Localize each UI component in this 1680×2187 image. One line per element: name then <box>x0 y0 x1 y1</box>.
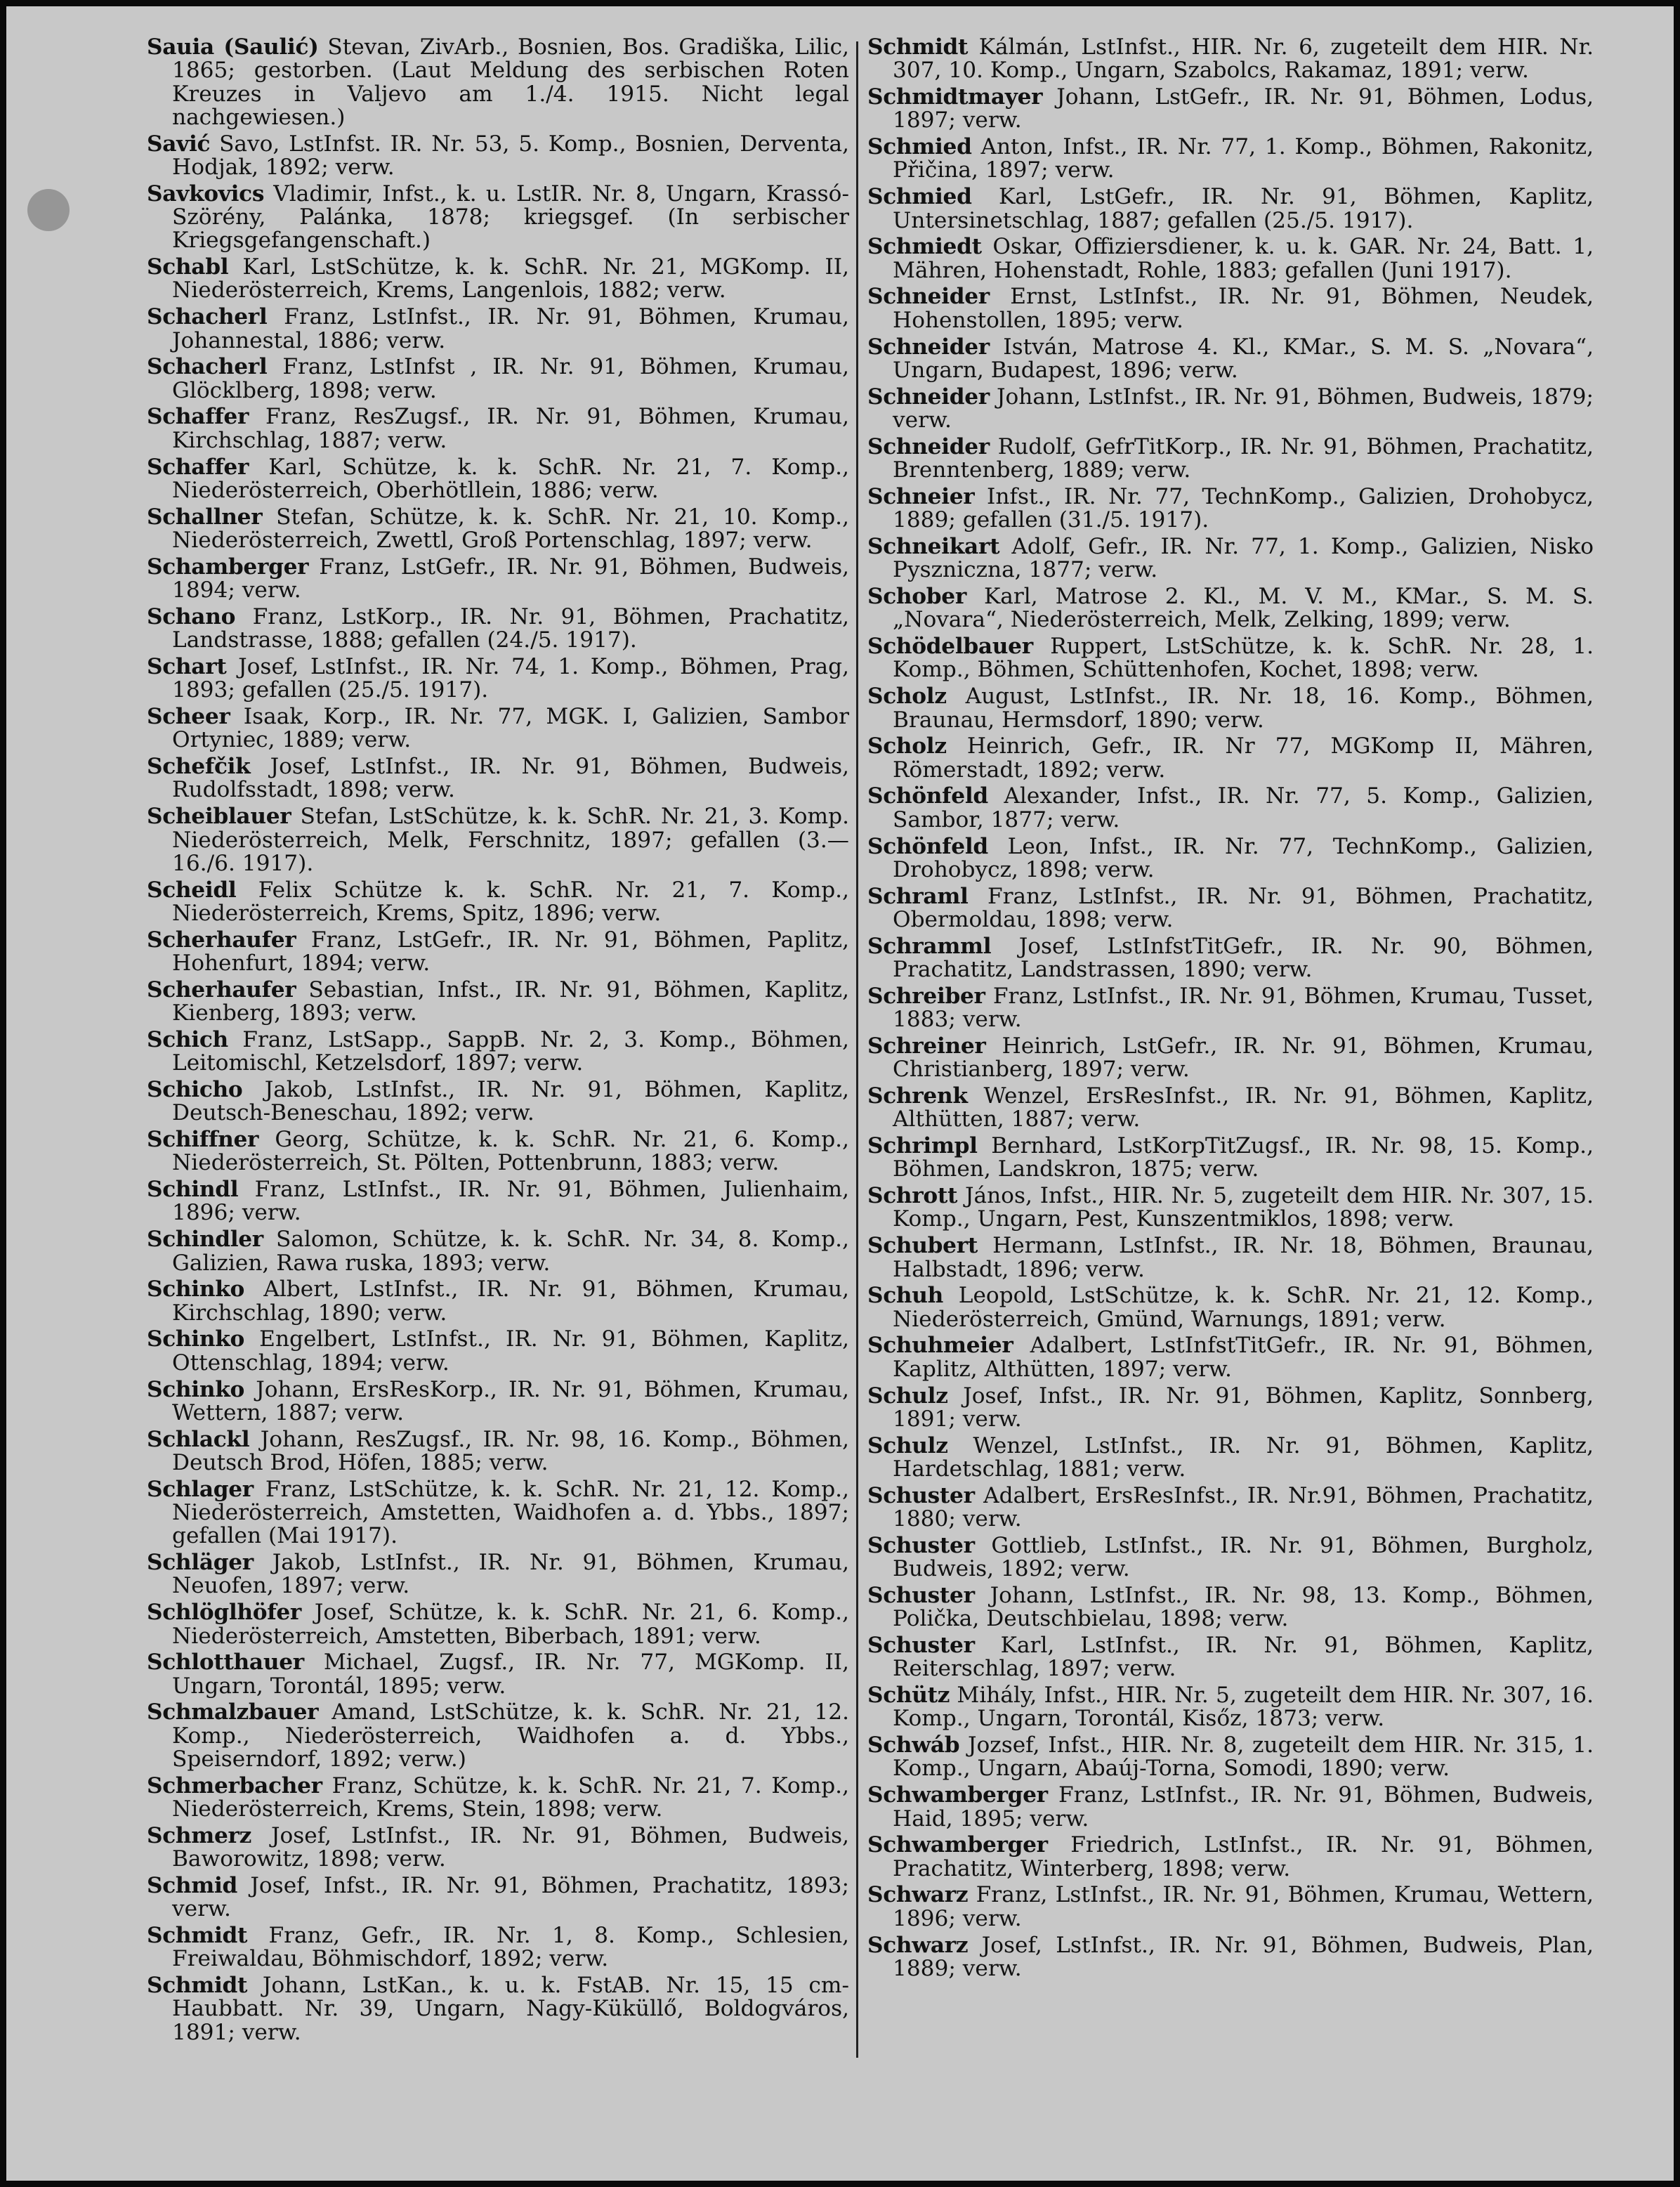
entry-details: Wenzel, ErsResInfst., IR. Nr. 91, Böhmen, Kaplitz, Althütten, 1887; verw. <box>893 1083 1594 1132</box>
entry-surname: Schlackl <box>147 1426 250 1452</box>
casualty-entry <box>147 1278 849 1325</box>
entry-surname: Schefčik <box>147 754 251 780</box>
entry-details: Franz, LstInfst., IR. Nr. 91, Böhmen, Krumau, Tusset, 1883; verw. <box>893 983 1594 1033</box>
casualty-entry <box>867 1085 1594 1132</box>
entry-details: Franz, LstGefr., IR. Nr. 91, Böhmen, Paplitz, Hohenfurt, 1894; verw. <box>172 927 849 976</box>
entry-surname: Schober <box>867 584 966 610</box>
entry-details: Franz, LstInfst., IR. Nr. 91, Böhmen, Budweis, Haid, 1895; verw. <box>893 1782 1594 1832</box>
casualty-entry <box>867 585 1594 632</box>
entry-surname: Schmerz <box>147 1822 252 1848</box>
entry-surname: Scherhaufer <box>147 977 296 1003</box>
entry-details: Sebastian, Infst., IR. Nr. 91, Böhmen, Kaplitz, Kienberg, 1893; verw. <box>172 977 849 1026</box>
entry-details: Amand, LstSchütze, k. k. SchR. Nr. 21, 12. Komp., Niederösterreich, Waidhofen a. d. Ybbs., Speiserndorf, 1892; verw.) <box>172 1699 849 1772</box>
casualty-entry <box>867 1634 1594 1681</box>
entry-details: Leon, Infst., IR. Nr. 77, TechnKomp., Galizien, Drohobycz, 1898; verw. <box>893 833 1594 882</box>
casualty-entry <box>147 705 849 752</box>
casualty-entry <box>147 1775 849 1822</box>
entry-surname: Schwamberger <box>867 1832 1048 1858</box>
casualty-entry <box>147 355 849 403</box>
entry-surname: Schuh <box>867 1283 944 1309</box>
casualty-entry <box>867 985 1594 1032</box>
entry-surname: Schabl <box>147 254 229 280</box>
entry-details: Franz, LstInfst., IR. Nr. 91, Böhmen, Prachatitz, Obermoldau, 1898; verw. <box>893 883 1594 932</box>
entry-surname: Schmidtmayer <box>867 84 1043 110</box>
entry-surname: Schwáb <box>867 1732 960 1758</box>
entry-details: Franz, LstGefr., IR. Nr. 91, Böhmen, Budweis, 1894; verw. <box>172 554 849 603</box>
entry-details: Johann, LstKan., k. u. k. FstAB. Nr. 15, 15 cm-Haubbatt. Nr. 39, Ungarn, Nagy-Küküllő, Boldogváros, 1891; verw. <box>172 1973 849 2045</box>
entry-details: August, LstInfst., IR. Nr. 18, 16. Komp., Böhmen, Braunau, Hermsdorf, 1890; verw. <box>893 684 1594 733</box>
entry-details: Georg, Schütze, k. k. SchR. Nr. 21, 6. Komp., Niederösterreich, St. Pölten, Pottenbrunn, 1883; verw. <box>172 1127 849 1176</box>
entry-surname: Schneider <box>867 384 990 410</box>
casualty-entry <box>147 1228 849 1275</box>
casualty-entry <box>147 256 849 303</box>
casualty-entry <box>867 1334 1594 1381</box>
casualty-entry <box>147 1601 849 1648</box>
entry-details: Ernst, LstInfst., IR. Nr. 91, Böhmen, Neudek, Hohenstollen, 1895; verw. <box>893 284 1594 333</box>
entry-surname: Sauia (Saulić) <box>147 34 319 60</box>
entry-details: Vladimir, Infst., k. u. LstIR. Nr. 8, Ungarn, Krassó-Szörény, Palánka, 1878; kriegsgef. (In serbischer Kriegsgefangenschaft.) <box>172 181 849 254</box>
right-column <box>867 36 1594 1984</box>
entry-surname: Schmied <box>867 134 972 160</box>
entry-surname: Schallner <box>147 504 263 530</box>
entry-details: Adolf, Gefr., IR. Nr. 77, 1. Komp., Galizien, Nisko Pyszniczna, 1877; verw. <box>893 533 1594 583</box>
casualty-entry <box>867 1184 1594 1232</box>
entry-details: Heinrich, LstGefr., IR. Nr. 91, Böhmen, Krumau, Christianberg, 1897; verw. <box>893 1033 1594 1083</box>
casualty-entry <box>147 1701 849 1771</box>
entry-details: Josef, Infst., IR. Nr. 91, Böhmen, Prachatitz, 1893; verw. <box>172 1872 849 1922</box>
casualty-entry <box>147 1078 849 1125</box>
entry-details: Wenzel, LstInfst., IR. Nr. 91, Böhmen, Kaplitz, Hardetschlag, 1881; verw. <box>893 1432 1594 1482</box>
entry-details: Michael, Zugsf., IR. Nr. 77, MGKomp. II, Ungarn, Torontál, 1895; verw. <box>172 1650 849 1699</box>
casualty-entry <box>867 535 1594 582</box>
entry-surname: Schönfeld <box>867 783 988 809</box>
entry-surname: Schneider <box>867 334 990 360</box>
entry-details: Albert, LstInfst., IR. Nr. 91, Böhmen, Krumau, Kirchschlag, 1890; verw. <box>172 1277 849 1326</box>
entry-surname: Schneider <box>867 284 990 310</box>
entry-surname: Schläger <box>147 1550 254 1576</box>
entry-details: Kálmán, LstInfst., HIR. Nr. 6, zugeteilt dem HIR. Nr. 307, 10. Komp., Ungarn, Szabolcs, Rakamaz, 1891; verw. <box>893 34 1594 84</box>
entry-details: Franz, LstKorp., IR. Nr. 91, Böhmen, Prachatitz, Landstrasse, 1888; gefallen (24./5. 1917). <box>172 603 849 653</box>
entry-details: Franz, LstInfst , IR. Nr. 91, Böhmen, Krumau, Glöcklberg, 1898; verw. <box>172 354 849 403</box>
entry-details: Josef, LstInfst., IR. Nr. 91, Böhmen, Budweis, Plan, 1889; verw. <box>893 1932 1594 1981</box>
casualty-entry <box>147 506 849 553</box>
casualty-entry <box>867 1584 1594 1631</box>
entry-details: Franz, Gefr., IR. Nr. 1, 8. Komp., Schlesien, Freiwaldau, Böhmischdorf, 1892; verw. <box>172 1923 849 1972</box>
casualty-entry <box>867 1784 1594 1831</box>
entry-surname: Scholz <box>867 684 947 710</box>
entry-surname: Schuster <box>867 1482 975 1508</box>
entry-details: Johann, ResZugsf., IR. Nr. 98, 16. Komp., Böhmen, Deutsch Brod, Höfen, 1885; verw. <box>172 1426 849 1475</box>
casualty-entry <box>147 1026 849 1076</box>
entry-surname: Schneider <box>867 433 990 459</box>
entry-surname: Schindler <box>147 1227 263 1253</box>
casualty-entry <box>147 183 849 253</box>
entry-surname: Schmidt <box>147 1923 248 1949</box>
casualty-entry <box>147 133 849 180</box>
entry-surname: Schreiber <box>867 983 985 1009</box>
casualty-entry <box>867 685 1594 732</box>
entry-details: Franz, LstInfst., IR. Nr. 91, Böhmen, Julienhaim, 1896; verw. <box>172 1177 849 1226</box>
entry-surname: Schulz <box>867 1432 948 1458</box>
casualty-entry <box>147 1178 849 1225</box>
casualty-entry <box>867 1234 1594 1281</box>
entry-details: Franz, ResZugsf., IR. Nr. 91, Böhmen, Krumau, Kirchschlag, 1887; verw. <box>172 404 849 453</box>
entry-details: Leopold, LstSchütze, k. k. SchR. Nr. 21, 12. Komp., Niederösterreich, Gmünd, Warnungs, 1891; verw. <box>893 1283 1594 1332</box>
entry-details: Franz, LstSchütze, k. k. SchR. Nr. 21, 12. Komp., Niederösterreich, Amstetten, Waidhofen a. d. Ybbs., 1897; gefallen (Mai 1917). <box>172 1476 850 1549</box>
entry-surname: Schödelbauer <box>867 634 1033 660</box>
entry-surname: Savkovics <box>147 181 265 207</box>
casualty-entry <box>147 1328 849 1375</box>
entry-surname: Schmerbacher <box>147 1773 322 1798</box>
casualty-entry <box>147 1428 849 1475</box>
entry-surname: Schwarz <box>867 1932 969 1958</box>
casualty-entry <box>867 1884 1594 1931</box>
entry-details: Johann, LstInfst., IR. Nr. 91, Böhmen, Budweis, 1879; verw. <box>893 384 1594 433</box>
entry-details: Karl, LstGefr., IR. Nr. 91, Böhmen, Kaplitz, Untersinetschlag, 1887; gefallen (25./5. 1917). <box>893 184 1594 233</box>
entry-surname: Schart <box>147 653 227 679</box>
casualty-entry <box>867 1934 1594 1981</box>
casualty-entry <box>867 86 1594 133</box>
casualty-entry <box>867 185 1594 233</box>
casualty-entry <box>867 285 1594 332</box>
entry-details: Franz, Schütze, k. k. SchR. Nr. 21, 7. Komp., Niederösterreich, Krems, Stein, 1898; verw. <box>172 1773 849 1822</box>
entry-surname: Schindl <box>147 1177 239 1203</box>
casualty-entry <box>147 755 849 802</box>
entry-details: Josef, LstInfst., IR. Nr. 91, Böhmen, Budweis, Baworowitz, 1898; verw. <box>172 1822 849 1872</box>
casualty-entry <box>867 1035 1594 1082</box>
casualty-entry <box>867 1135 1594 1182</box>
casualty-entry <box>867 235 1594 282</box>
entry-details: Franz, LstInfst., IR. Nr. 91, Böhmen, Krumau, Wettern, 1896; verw. <box>893 1882 1594 1931</box>
entry-details: Rudolf, GefrTitKorp., IR. Nr. 91, Böhmen, Prachatitz, Brenntenberg, 1889; verw. <box>893 433 1594 483</box>
entry-surname: Schlager <box>147 1476 254 1502</box>
entry-details: Adalbert, ErsResInfst., IR. Nr.91, Böhmen, Prachatitz, 1880; verw. <box>893 1482 1594 1532</box>
left-column <box>147 36 849 2048</box>
entry-details: Karl, Schütze, k. k. SchR. Nr. 21, 7. Komp., Niederösterreich, Oberhötllein, 1886; verw. <box>172 454 850 503</box>
entry-surname: Schreiner <box>867 1033 986 1059</box>
entry-surname: Schrenk <box>867 1083 968 1109</box>
casualty-entry <box>867 735 1594 782</box>
casualty-entry <box>147 929 849 976</box>
entry-surname: Schmalzbauer <box>147 1699 319 1725</box>
casualty-entry <box>867 1385 1594 1432</box>
casualty-entry <box>147 879 849 926</box>
entry-details: Bernhard, LstKorpTitZugsf., IR. Nr. 98, 15. Komp., Böhmen, Landskron, 1875; verw. <box>893 1133 1594 1182</box>
entry-surname: Schrimpl <box>867 1133 978 1159</box>
casualty-entry <box>147 1478 849 1548</box>
casualty-entry <box>867 1734 1594 1781</box>
casualty-entry <box>867 485 1594 533</box>
casualty-entry <box>147 1128 849 1175</box>
entry-surname: Schramml <box>867 933 992 959</box>
entry-surname: Schneikart <box>867 533 1000 559</box>
entry-details: Josef, Schütze, k. k. SchR. Nr. 21, 6. Komp., Niederösterreich, Amstetten, Biberbach, 1891; verw. <box>172 1600 850 1649</box>
casualty-entry <box>147 805 849 875</box>
entry-details: János, Infst., HIR. Nr. 5, zugeteilt dem HIR. Nr. 307, 15. Komp., Ungarn, Pest, Kunszentmiklos, 1898; verw. <box>893 1183 1594 1232</box>
entry-details: Stefan, Schütze, k. k. SchR. Nr. 21, 10. Komp., Niederösterreich, Zwettl, Groß Portenschlag, 1897; verw. <box>172 504 849 553</box>
casualty-entry <box>867 885 1594 932</box>
entry-surname: Schinko <box>147 1376 245 1402</box>
entry-details: Stefan, LstSchütze, k. k. SchR. Nr. 21, 3. Komp. Niederösterreich, Melk, Ferschnitz, 1897; gefallen (3.—16./6. 1917). <box>172 804 849 876</box>
entry-details: Karl, LstSchütze, k. k. SchR. Nr. 21, MGKomp. II, Niederösterreich, Krems, Langenlois, 1882; verw. <box>172 254 849 303</box>
casualty-entry <box>867 433 1594 483</box>
casualty-entry <box>867 785 1594 832</box>
entry-surname: Scholz <box>867 733 947 759</box>
entry-surname: Schönfeld <box>867 833 988 859</box>
entry-details: Josef, LstInfstTitGefr., IR. Nr. 90, Böhmen, Prachatitz, Landstrassen, 1890; verw. <box>893 933 1594 982</box>
entry-details: Oskar, Offiziersdiener, k. u. k. GAR. Nr. 24, Batt. 1, Mähren, Hohenstadt, Rohle, 1883; gefallen (Juni 1917). <box>893 234 1594 283</box>
entry-surname: Schmidt <box>147 1973 248 1999</box>
entry-surname: Schinko <box>147 1277 245 1303</box>
casualty-entry <box>147 655 849 703</box>
entry-surname: Schamberger <box>147 554 309 580</box>
entry-details: Alexander, Infst., IR. Nr. 77, 5. Komp., Galizien, Sambor, 1877; verw. <box>893 783 1594 833</box>
entry-details: Jozsef, Infst., HIR. Nr. 8, zugeteilt dem HIR. Nr. 315, 1. Komp., Ungarn, Abaúj-Torna, Somodi, 1890; verw. <box>893 1732 1594 1782</box>
entry-surname: Schlotthauer <box>147 1650 304 1676</box>
entry-surname: Schütz <box>867 1683 950 1709</box>
entry-surname: Scheidl <box>147 877 237 903</box>
entry-details: Jakob, LstInfst., IR. Nr. 91, Böhmen, Kaplitz, Deutsch-Beneschau, 1892; verw. <box>172 1076 850 1126</box>
entry-surname: Schiffner <box>147 1127 259 1153</box>
entry-details: Anton, Infst., IR. Nr. 77, 1. Komp., Böhmen, Rakonitz, Přičina, 1897; verw. <box>893 134 1594 183</box>
entry-surname: Scheiblauer <box>147 804 291 830</box>
entry-details: Mihály, Infst., HIR. Nr. 5, zugeteilt dem HIR. Nr. 307, 16. Komp., Ungarn, Torontál, Kisőz, 1873; verw. <box>893 1683 1594 1732</box>
page-smudge <box>27 189 70 231</box>
entry-details: Engelbert, LstInfst., IR. Nr. 91, Böhmen, Kaplitz, Ottenschlag, 1894; verw. <box>172 1326 850 1376</box>
casualty-entry <box>867 1534 1594 1581</box>
entry-surname: Schuster <box>867 1582 975 1608</box>
casualty-entry <box>867 386 1594 433</box>
entry-surname: Schmiedt <box>867 234 982 260</box>
entry-details: István, Matrose 4. Kl., KMar., S. M. S. „Novara“, Ungarn, Budapest, 1896; verw. <box>893 334 1594 383</box>
entry-details: Johann, LstGefr., IR. Nr. 91, Böhmen, Lodus, 1897; verw. <box>893 84 1594 133</box>
entry-surname: Scherhaufer <box>147 927 296 953</box>
entry-details: Franz, LstInfst., IR. Nr. 91, Böhmen, Krumau, Johannestal, 1886; verw. <box>172 304 849 353</box>
entry-surname: Schrott <box>867 1183 958 1209</box>
casualty-entry <box>867 1432 1594 1482</box>
entry-details: Johann, ErsResKorp., IR. Nr. 91, Böhmen, Krumau, Wettern, 1887; verw. <box>172 1376 849 1425</box>
entry-surname: Schuster <box>867 1633 975 1658</box>
casualty-entry <box>147 1378 849 1425</box>
entry-details: Stevan, ZivArb., Bosnien, Bos. Gradiška, Lilic, 1865; gestorben. (Laut Meldung des serbischen Roten Kreuzes in Valjevo am 1./4. 1915. Nicht legal nachgewiesen.) <box>172 34 850 130</box>
entry-details: Johann, LstInfst., IR. Nr. 98, 13. Komp., Böhmen, Polička, Deutschbielau, 1898; verw. <box>893 1582 1594 1632</box>
entry-details: Ruppert, LstSchütze, k. k. SchR. Nr. 28, 1. Komp., Böhmen, Schüttenhofen, Kochet, 1898; verw. <box>893 634 1594 683</box>
casualty-entry <box>147 603 849 653</box>
entry-details: Karl, LstInfst., IR. Nr. 91, Böhmen, Kaplitz, Reiterschlag, 1897; verw. <box>893 1633 1594 1682</box>
entry-surname: Schicho <box>147 1076 243 1102</box>
casualty-entry <box>147 1651 849 1698</box>
entry-details: Isaak, Korp., IR. Nr. 77, MGK. I, Galizien, Sambor Ortyniec, 1889; verw. <box>172 704 849 753</box>
casualty-entry <box>147 456 849 503</box>
casualty-entry <box>867 1284 1594 1331</box>
entry-details: Franz, LstSapp., SappB. Nr. 2, 3. Komp., Böhmen, Leitomischl, Ketzelsdorf, 1897; verw. <box>172 1026 849 1076</box>
entry-surname: Schaffer <box>147 404 249 430</box>
entry-details: Friedrich, LstInfst., IR. Nr. 91, Böhmen, Prachatitz, Winterberg, 1898; verw. <box>893 1832 1594 1881</box>
entry-surname: Schulz <box>867 1383 948 1409</box>
entry-surname: Schraml <box>867 883 969 909</box>
entry-surname: Schubert <box>867 1233 978 1259</box>
entry-details: Felix Schütze k. k. SchR. Nr. 21, 7. Komp., Niederösterreich, Krems, Spitz, 1896; verw. <box>172 877 849 926</box>
entry-details: Adalbert, LstInfstTitGefr., IR. Nr. 91, Böhmen, Kaplitz, Althütten, 1897; verw. <box>893 1333 1594 1382</box>
entry-surname: Schano <box>147 603 236 629</box>
casualty-entry <box>147 405 849 452</box>
casualty-entry <box>867 36 1594 83</box>
entry-surname: Scheer <box>147 704 230 730</box>
entry-details: Gottlieb, LstInfst., IR. Nr. 91, Böhmen, Burgholz, Budweis, 1892; verw. <box>893 1532 1594 1582</box>
entry-details: Josef, LstInfst., IR. Nr. 91, Böhmen, Budweis, Rudolfsstadt, 1898; verw. <box>172 754 849 803</box>
casualty-entry <box>147 1874 849 1921</box>
entry-surname: Schuhmeier <box>867 1333 1013 1359</box>
casualty-entry <box>147 306 849 353</box>
column-divider <box>856 41 858 2058</box>
entry-details: Karl, Matrose 2. Kl., M. V. M., KMar., S. M. S. „Novara“, Niederösterreich, Melk, Zelking, 1899; verw. <box>893 584 1594 633</box>
casualty-entry <box>147 1824 849 1872</box>
entry-surname: Savić <box>147 131 211 157</box>
casualty-entry <box>147 1924 849 1971</box>
casualty-entry <box>867 835 1594 882</box>
casualty-entry <box>867 1834 1594 1881</box>
casualty-entry <box>147 979 849 1026</box>
entry-surname: Schacherl <box>147 354 268 380</box>
entry-surname: Schwamberger <box>867 1782 1048 1808</box>
entry-details: Hermann, LstInfst., IR. Nr. 18, Böhmen, Braunau, Halbstadt, 1896; verw. <box>893 1233 1594 1282</box>
entry-surname: Schacherl <box>147 304 268 330</box>
casualty-entry <box>147 1551 849 1598</box>
entry-surname: Schaffer <box>147 454 249 480</box>
casualty-entry <box>147 1974 849 2044</box>
casualty-entry <box>147 556 849 603</box>
entry-details: Josef, LstInfst., IR. Nr. 74, 1. Komp., Böhmen, Prag, 1893; gefallen (25./5. 1917). <box>172 653 849 703</box>
entry-surname: Schuster <box>867 1532 975 1558</box>
entry-details: Savo, LstInfst. IR. Nr. 53, 5. Komp., Bosnien, Derventa, Hodjak, 1892; verw. <box>172 131 849 180</box>
entry-surname: Schich <box>147 1026 228 1052</box>
entry-surname: Schmied <box>867 184 972 210</box>
entry-surname: Schinko <box>147 1326 245 1352</box>
casualty-entry <box>867 1484 1594 1532</box>
casualty-entry <box>867 935 1594 982</box>
entry-details: Infst., IR. Nr. 77, TechnKomp., Galizien, Drohobycz, 1889; gefallen (31./5. 1917). <box>893 483 1594 533</box>
entry-surname: Schmid <box>147 1872 238 1898</box>
entry-surname: Schmidt <box>867 34 969 60</box>
entry-details: Jakob, LstInfst., IR. Nr. 91, Böhmen, Krumau, Neuofen, 1897; verw. <box>172 1550 849 1599</box>
casualty-entry <box>867 136 1594 183</box>
casualty-entry <box>867 635 1594 682</box>
entry-details: Josef, Infst., IR. Nr. 91, Böhmen, Kaplitz, Sonnberg, 1891; verw. <box>893 1383 1594 1432</box>
casualty-entry <box>147 36 849 129</box>
entry-surname: Schlöglhöfer <box>147 1600 302 1626</box>
entry-surname: Schneier <box>867 483 975 509</box>
entry-details: Salomon, Schütze, k. k. SchR. Nr. 34, 8. Komp., Galizien, Rawa ruska, 1893; verw. <box>172 1227 849 1276</box>
entry-surname: Schwarz <box>867 1882 969 1908</box>
casualty-entry <box>867 1684 1594 1731</box>
casualty-entry <box>867 336 1594 383</box>
entry-details: Heinrich, Gefr., IR. Nr 77, MGKomp II, Mähren, Römerstadt, 1892; verw. <box>893 733 1594 783</box>
